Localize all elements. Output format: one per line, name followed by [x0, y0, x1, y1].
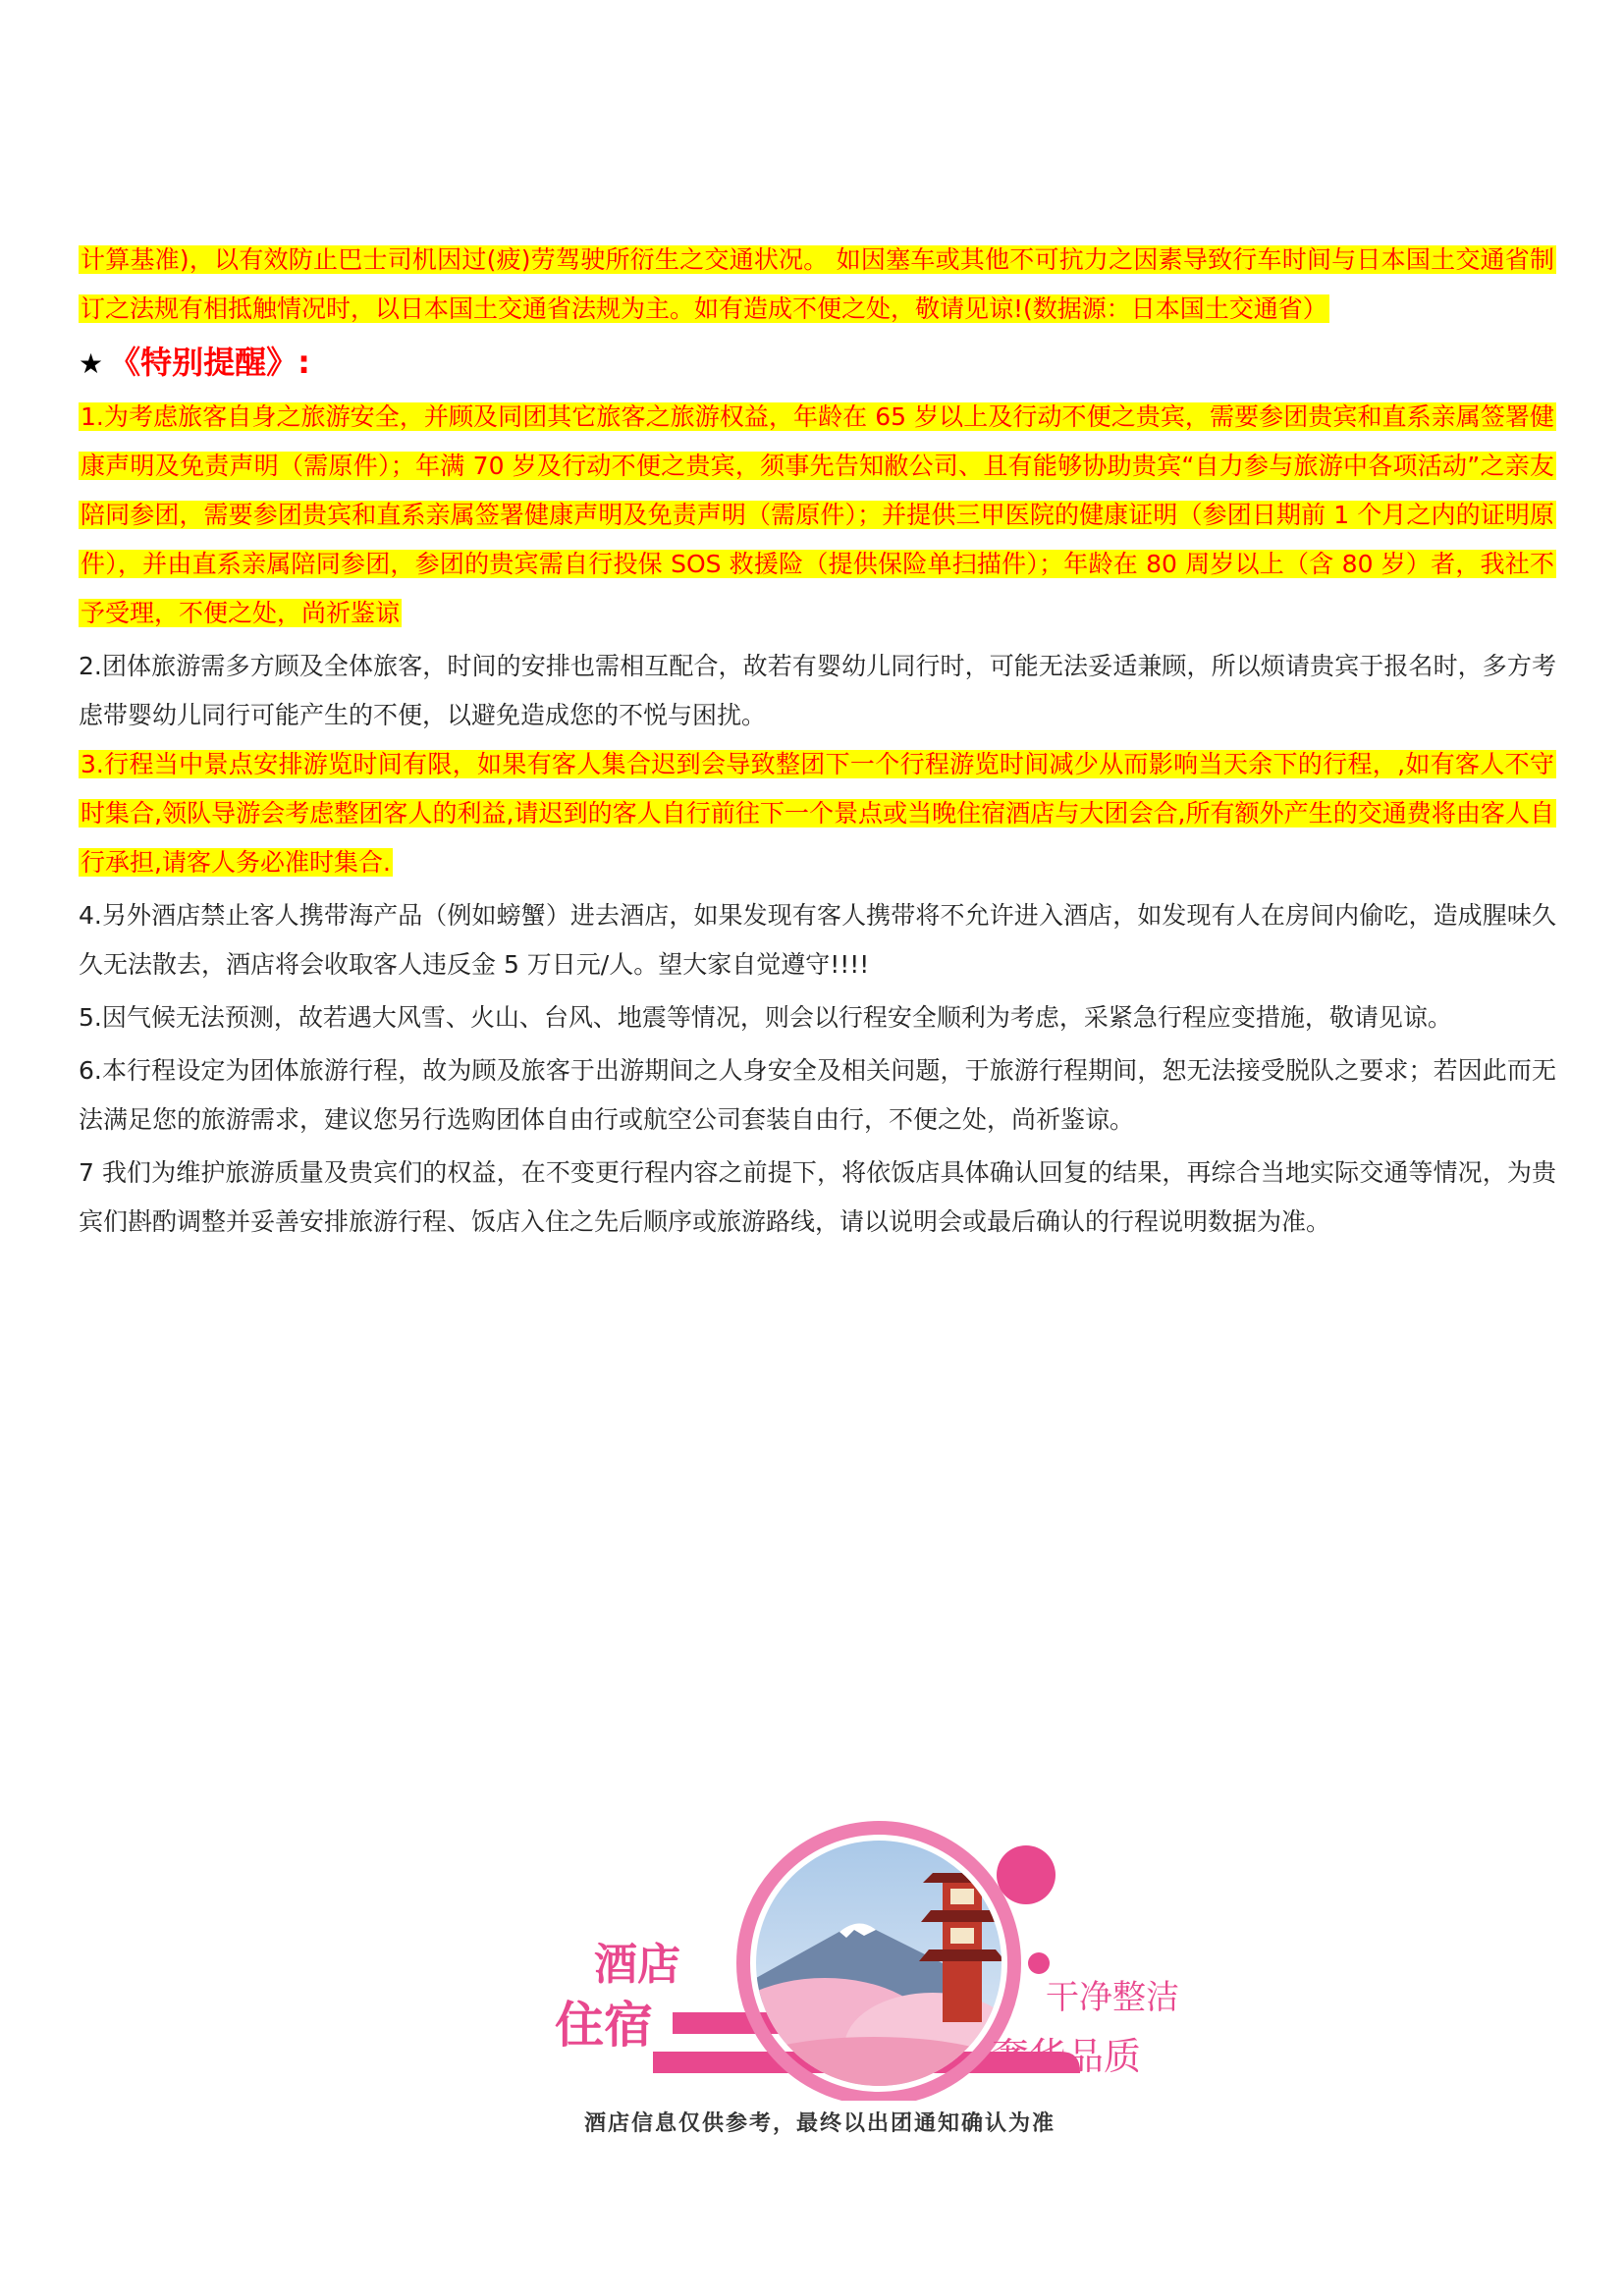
intro-paragraph: 计算基准)，以有效防止巴士司机因过(疲)劳驾驶所衍生之交通状况。 如因塞车或其他不可抗力之因素导致行车时间与日本国土交通省制订之法规有相抵触情况时，以日本国土交通省法规为主。如有造成不便之处，敬请见谅!(数据源：日本国土交通省）: [81, 245, 1554, 323]
reminder-item-7: 7 我们为维护旅游质量及贵宾们的权益，在不变更行程内容之前提下，将依饭店具体确认回复的结果，再综合当地实际交通等情况，为贵宾们斟酌调整并妥善安排旅游行程、饭店入住之先后顺序或旅游路线，请以说明会或最后确认的行程说明数据为准。: [79, 1158, 1556, 1236]
reminder-item-1: 1.为考虑旅客自身之旅游安全，并顾及同团其它旅客之旅游权益，年龄在 65 岁以上及行动不便之贵宾，需要参团贵宾和直系亲属签署健康声明及免责声明（需原件）；年满 70 岁及行动不便之贵宾，须事先告知敝公司、且有能够协助贵宾“自力参与旅游中各项活动”之亲友陪同参团，需要参团贵宾和直系亲属签署健康声明及免责声明（需原件）；并提供三甲医院的健康证明（参团日期前 1 个月之内的证明原件），并由直系亲属陪同参团，参团的贵宾需自行投保 SOS 救援险（提供保险单扫描件）；年龄在 80 周岁以上（含 80 岁）者，我社不予受理，不便之处，尚祈鉴谅: [81, 402, 1554, 627]
reminder-item-2: 2.团体旅游需多方顾及全体旅客，时间的安排也需相互配合，故若有婴幼儿同行时，可能无法妥适兼顾，所以烦请贵宾于报名时，多方考虑带婴幼儿同行可能产生的不便，以避免造成您的不悦与困扰。: [79, 652, 1556, 729]
reminder-item-6: 6.本行程设定为团体旅游行程，故为顾及旅客于出游期间之人身安全及相关问题，于旅游行程期间，恕无法接受脱队之要求；若因此而无法满足您的旅游需求，建议您另行选购团体自由行或航空公司套装自由行，不便之处，尚祈鉴谅。: [79, 1056, 1556, 1134]
promo-slogan-clean: 干净整洁: [1046, 1978, 1179, 2017]
promo-label-hotel: 酒店: [594, 1940, 680, 1990]
special-reminder-heading: ★ 《特别提醒》:: [79, 344, 310, 381]
promo-label-stay: 住宿: [555, 1997, 653, 2054]
star-icon: ★: [79, 347, 104, 380]
promo-disclaimer: 酒店信息仅供参考，最终以出团通知确认为准: [584, 2111, 1056, 2136]
hotel-promo-graphic: [530, 1806, 1218, 2140]
promo-slogan-luxury: 奢华品质: [992, 2035, 1142, 2078]
decor-dot-large: [997, 1845, 1056, 1904]
reminder-item-3: 3.行程当中景点安排游览时间有限，如果有客人集合迟到会导致整团下一个行程游览时间减少从而影响当天余下的行程，,如有客人不守时集合,领队导游会考虑整团客人的利益,请迟到的客人自行前往下一个景点或当晚住宿酒店与大团会合,所有额外产生的交通费将由客人自行承担,请客人务必准时集合.: [81, 750, 1554, 877]
document-body: [79, 236, 1556, 1247]
reminder-item-4: 4.另外酒店禁止客人携带海产品（例如螃蟹）进去酒店，如果发现有客人携带将不允许进入酒店，如发现有人在房间内偷吃，造成腥味久久无法散去，酒店将会收取客人违反金 5 万日元/人。望大家自觉遵守!!!!: [79, 901, 1556, 979]
decor-dot-small: [1028, 1952, 1050, 1974]
reminder-item-5: 5.因气候无法预测，故若遇大风雪、火山、台风、地震等情况，则会以行程安全顺利为考虑，采紧急行程应变措施，敬请见谅。: [79, 1003, 1452, 1032]
